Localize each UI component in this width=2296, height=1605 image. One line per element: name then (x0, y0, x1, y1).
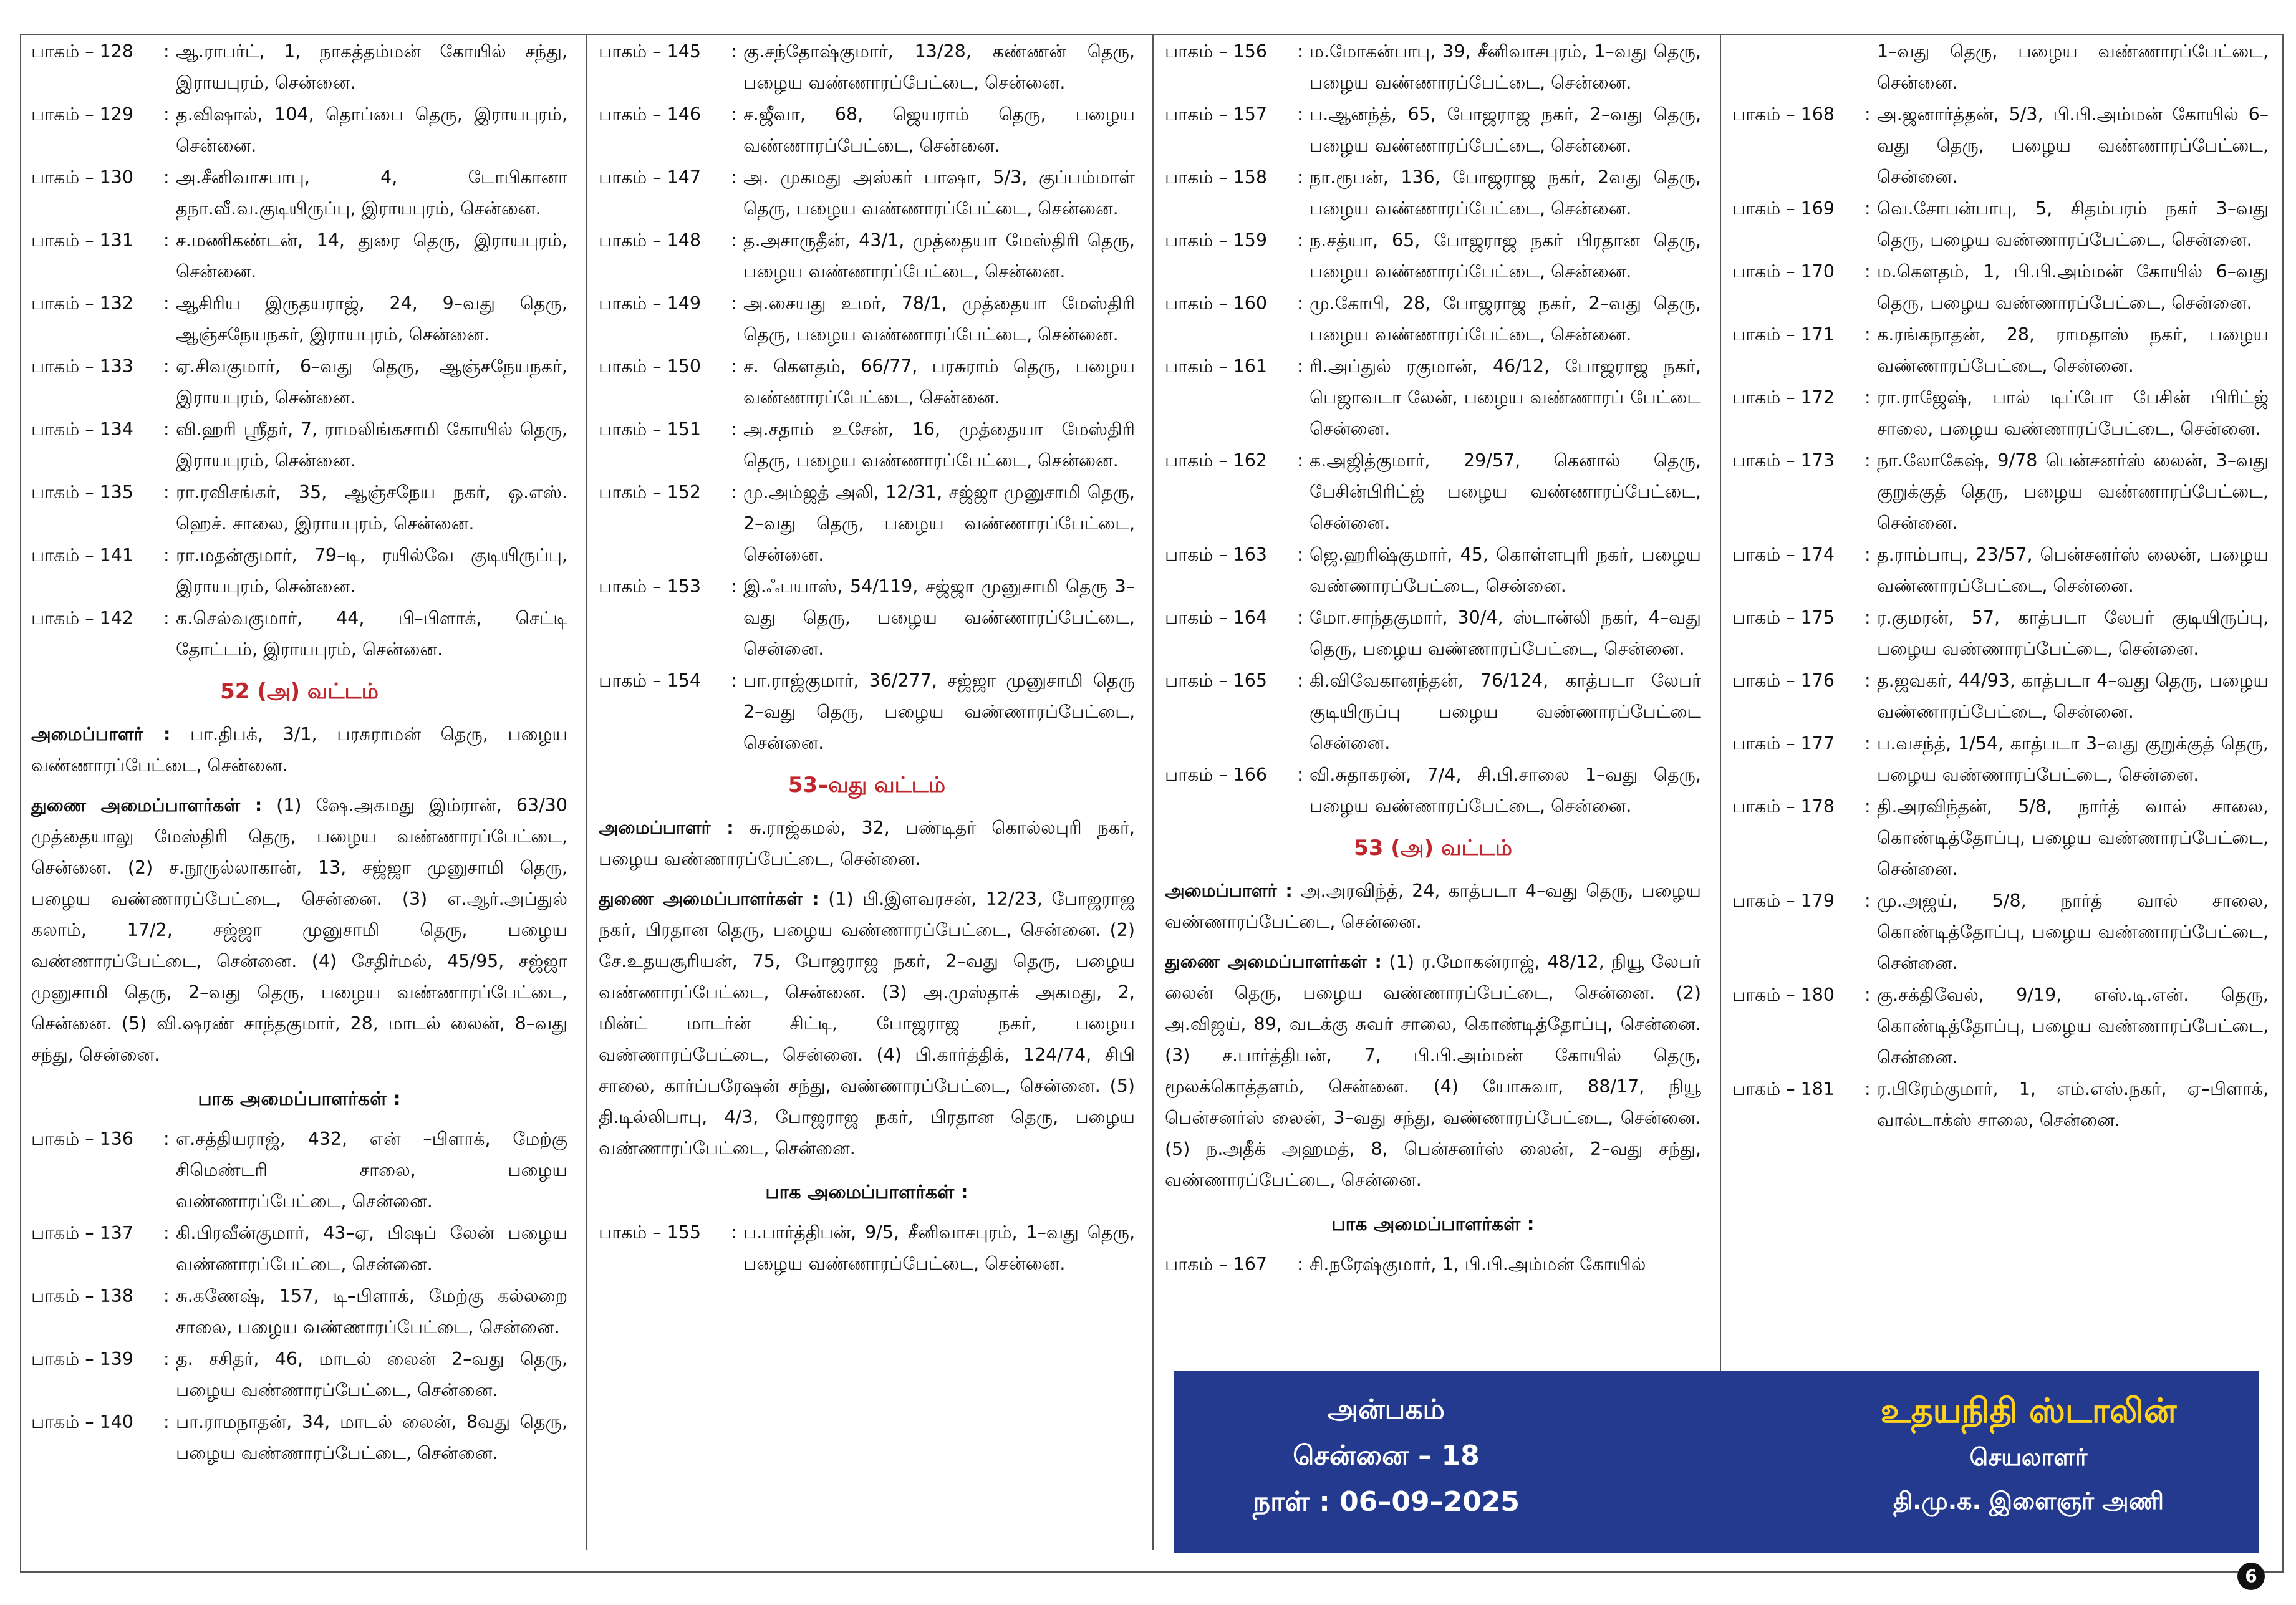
part-number-label: பாகம் – 129 (31, 104, 134, 125)
signatory-role: செயலாளர் (1969, 1444, 2088, 1471)
part-number-label: பாகம் – 138 (31, 1286, 134, 1306)
list-item (31, 414, 567, 476)
entry-text: மோ.சாந்தகுமார், 30/4, ஸ்டான்லி நகர், 4–வது தெரு, பழைய வண்ணாரப்பேட்டை, சென்னை. (1310, 607, 1701, 659)
separator: : (1864, 796, 1871, 817)
separator: : (1864, 544, 1871, 565)
separator: : (1297, 450, 1303, 471)
separator: : (163, 608, 170, 629)
deputy-label: துணை அமைப்பாளர்கள் : (1165, 952, 1382, 972)
section-subheading: பாக அமைப்பாளர்கள் : (198, 1088, 401, 1110)
separator: : (163, 1129, 170, 1149)
entry-text: ரா.மதன்குமார், 79–டி, ரயில்வே குடியிருப்பு, இராயபுரம், சென்னை. (176, 545, 567, 597)
separator: : (1864, 733, 1871, 754)
entry-text: ரி.அப்துல் ரகுமான், 46/12, போஜராஜ நகர், பெஜாவடா லேன், பழைய வண்ணாரப் பேட்டை சென்னை. (1310, 356, 1701, 439)
list-item (599, 571, 1135, 665)
list-item (1732, 319, 2269, 382)
footer-banner (1174, 1371, 2259, 1553)
banner-signatory (1810, 1387, 2247, 1523)
list-item (1165, 162, 1701, 224)
entry-text: த. சசிதர், 46, மாடல் லைன் 2–வது தெரு, பழைய வண்ணாரப்பேட்டை, சென்னை. (176, 1349, 567, 1400)
deputy-paragraph (1165, 947, 1701, 1196)
entry-text: இ.ஃபயாஸ், 54/119, சஜ்ஜா முனுசாமி தெரு 3–வது தெரு, பழைய வண்ணாரப்பேட்டை, சென்னை. (743, 576, 1135, 659)
list-item (1165, 759, 1701, 822)
entry-text: நா.ரூபன், 136, போஜராஜ நகர், 2வது தெரு, பழைய வண்ணாரப்பேட்டை, சென்னை. (1310, 167, 1701, 219)
list-item (1165, 225, 1701, 287)
entry-text: ந.சத்யா, 65, போஜராஜ நகர் பிரதான தெரு, பழைய வண்ணாரப்பேட்டை, சென்னை. (1310, 230, 1701, 282)
separator: : (1297, 230, 1303, 251)
deputy-paragraph (31, 790, 567, 1071)
page-number-badge: 6 (2237, 1563, 2265, 1590)
entry-text: த.ராம்பாபு, 23/57, பென்சனர்ஸ் லைன், பழைய வண்ணாரப்பேட்டை, சென்னை. (1877, 544, 2269, 596)
separator: : (1297, 670, 1303, 691)
part-number-label: பாகம் – 141 (31, 545, 134, 566)
list-item (1732, 382, 2269, 445)
organizer-paragraph (31, 719, 567, 781)
entry-text: ச. கௌதம், 66/77, பரசுராம் தெரு, பழைய வண்ணாரப்பேட்டை, சென்னை. (743, 356, 1135, 408)
entry-text: ப.வசந்த், 1/54, காத்படா 3–வது குறுக்குத் தெரு, பழைய வண்ணாரப்பேட்டை, சென்னை. (1877, 733, 2269, 785)
separator: : (163, 545, 170, 566)
list-item (599, 477, 1135, 571)
entry-text: கி.விவேகானந்தன், 76/124, காத்படா லேபர் குடியிருப்பு பழைய வண்ணாரப்பேட்டை சென்னை. (1310, 670, 1701, 753)
list-item (31, 1218, 567, 1280)
entry-text: ம.கௌதம், 1, பி.பி.அம்மன் கோயில் 6–வது தெரு, பழைய வண்ணாரப்பேட்டை, சென்னை. (1877, 261, 2269, 313)
organizer-paragraph (599, 812, 1135, 875)
deputy-text: (1) பி.இளவரசன், 12/23, போஜராஜ நகர், பிரதான தெரு, பழைய வண்ணாரப்பேட்டை, சென்னை. (2) சே.உதயசூரியன், 75, போஜராஜ நகர், 2–வது தெரு, பழைய வண்ணாரப்பேட்டை, சென்னை. (3) அ.முஸ்தாக் அகமது, 2, மின்ட் மாடர்ன் சிட்டி, போஜராஜ நகர், பழைய வண்ணாரப்பேட்டை, சென்னை. (4) பி.கார்த்திக், 124/74, சிபி சாலை, கார்ப்பரேஷன் சந்து, வண்ணாரப்பேட்டை, சென்னை. (5) தி.டில்லிபாபு, 4/3, போஜராஜ நகர், பிரதான தெரு, பழைய வண்ணாரப்பேட்டை, சென்னை. (599, 889, 1135, 1159)
part-number-label: பாகம் – 172 (1732, 387, 1835, 408)
part-number-label: பாகம் – 135 (31, 482, 134, 503)
list-item (1732, 256, 2269, 319)
separator: : (163, 419, 170, 440)
entry-text: அ.சையது உமர், 78/1, முத்தையா மேஸ்திரி தெரு, பழைய வண்ணாரப்பேட்டை, சென்னை. (743, 293, 1135, 345)
separator: : (1864, 985, 1871, 1005)
entry-text: அ.சதாம் உசேன், 16, முத்தையா மேஸ்திரி தெரு, பழைய வண்ணாரப்பேட்டை, சென்னை. (743, 419, 1135, 471)
entry-text: த.ஜவகர், 44/93, காத்படா 4–வது தெரு, பழைய வண்ணாரப்பேட்டை, சென்னை. (1877, 670, 2269, 722)
part-number-label: பாகம் – 164 (1165, 607, 1268, 628)
separator: : (163, 1223, 170, 1243)
separator: : (1297, 293, 1303, 314)
deputy-paragraph (599, 884, 1135, 1164)
section-subheading: பாக அமைப்பாளர்கள் : (1331, 1213, 1535, 1235)
entry-text: கு.சந்தோஷ்குமார், 13/28, கண்ணன் தெரு, பழைய வண்ணாரப்பேட்டை, சென்னை. (743, 41, 1135, 93)
part-number-label: பாகம் – 146 (599, 104, 702, 125)
entry-text: ர.குமரன், 57, காத்படா லேபர் குடியிருப்பு, பழைய வண்ணாரப்பேட்டை, சென்னை. (1877, 607, 2269, 659)
organizer-paragraph (1165, 875, 1701, 938)
part-number-label: பாகம் – 180 (1732, 985, 1835, 1005)
part-number-label: பாகம் – 152 (599, 482, 702, 503)
part-number-label: பாகம் – 163 (1165, 544, 1268, 565)
organizer-text: பா.திபக், 3/1, பரசுராமன் தெரு, பழைய வண்ணாரப்பேட்டை, சென்னை. (31, 724, 567, 776)
entry-text: மு.கோபி, 28, போஜராஜ நகர், 2–வது தெரு, பழைய வண்ணாரப்பேட்டை, சென்னை. (1310, 293, 1701, 345)
entry-text: வி.சுதாகரன், 7/4, சி.பி.சாலை 1–வது தெரு, பழைய வண்ணாரப்பேட்டை, சென்னை. (1310, 764, 1701, 816)
list-item (31, 162, 567, 224)
entry-text: எ.சத்தியராஜ், 432, என் –பிளாக், மேற்கு சிமெண்டரி சாலை, பழைய வண்ணாரப்பேட்டை, சென்னை. (176, 1129, 567, 1212)
list-item (1732, 193, 2269, 256)
signatory-name: உதயநிதி ஸ்டாலின் (1880, 1391, 2177, 1430)
entry-text: ரா.ராஜேஷ், பால் டிப்போ பேசின் பிரிட்ஜ் சாலை, பழைய வண்ணாரப்பேட்டை, சென்னை. (1877, 387, 2269, 439)
entry-text: கி.பிரவீன்குமார், 43–ஏ, பிஷப் லேன் பழைய வண்ணாரப்பேட்டை, சென்னை. (176, 1223, 567, 1275)
list-item (599, 288, 1135, 350)
part-number-label: பாகம் – 133 (31, 356, 134, 377)
entry-list (1165, 36, 1701, 822)
part-number-label: பாகம் – 165 (1165, 670, 1268, 691)
entry-text: அ. முகமது அஸ்கர் பாஷா, 5/3, குப்பம்மாள் தெரு, பழைய வண்ணாரப்பேட்டை, சென்னை. (743, 167, 1135, 219)
part-number-label: பாகம் – 158 (1165, 167, 1268, 188)
part-number-label: பாகம் – 181 (1732, 1079, 1835, 1099)
entry-list (599, 1217, 1135, 1280)
section-subheading: பாக அமைப்பாளர்கள் : (765, 1182, 968, 1203)
signatory-organization: தி.மு.க. இளைஞர் அணி (1893, 1487, 2164, 1515)
list-item (1732, 539, 2269, 602)
separator: : (163, 1412, 170, 1432)
separator: : (163, 293, 170, 314)
separator: : (731, 167, 737, 188)
entry-text: ப.பார்த்திபன், 9/5, சீனிவாசபுரம், 1–வது தெரு, பழைய வண்ணாரப்பேட்டை, சென்னை. (743, 1222, 1135, 1274)
entry-list (1165, 1249, 1701, 1280)
ward-heading: 52 (அ) வட்டம் (220, 679, 379, 704)
list-item (1732, 445, 2269, 539)
list-item (1165, 36, 1701, 99)
part-number-label: பாகம் – 142 (31, 608, 134, 629)
organizer-text: சு.ராஜ்கமல், 32, பண்டிதர் கொல்லபுரி நகர், பழைய வண்ணாரப்பேட்டை, சென்னை. (599, 817, 1135, 869)
list-item (1732, 791, 2269, 885)
separator: : (1864, 890, 1871, 911)
part-number-label: பாகம் – 177 (1732, 733, 1835, 754)
list-item (599, 665, 1135, 759)
list-item (31, 288, 567, 350)
separator: : (1864, 450, 1871, 471)
entry-text: மு.அஜய், 5/8, நார்த் வால் சாலை, கொண்டித்தோப்பு, பழைய வண்ணாரப்பேட்டை, சென்னை. (1877, 890, 2269, 973)
list-item (31, 99, 567, 161)
entry-text: ரா.ரவிசங்கர், 35, ஆஞ்சநேய நகர், ஒ.எஸ். ஹெச். சாலை, இராயபுரம், சென்னை. (176, 482, 567, 534)
entry-text: மு.அம்ஜத் அலி, 12/31, சஜ்ஜா முனுசாமி தெரு, 2–வது தெரு, பழைய வண்ணாரப்பேட்டை, சென்னை. (743, 482, 1135, 565)
part-number-label: பாகம் – 131 (31, 230, 134, 251)
entry-list (31, 1124, 567, 1469)
separator: : (1864, 261, 1871, 282)
separator: : (731, 356, 737, 377)
part-number-label: பாகம் – 173 (1732, 450, 1835, 471)
part-number-label: பாகம் – 128 (31, 41, 134, 62)
part-number-label: பாகம் – 174 (1732, 544, 1835, 565)
part-number-label: பாகம் – 162 (1165, 450, 1268, 471)
separator: : (163, 167, 170, 188)
entry-text: ப.ஆனந்த், 65, போஜராஜ நகர், 2–வது தெரு, பழைய வண்ணாரப்பேட்டை, சென்னை. (1310, 104, 1701, 156)
entry-text: அ.ஜனார்த்தன், 5/3, பி.பி.அம்மன் கோயில் 6–வது தெரு, பழைய வண்ணாரப்பேட்டை, சென்னை. (1877, 104, 2269, 187)
separator: : (1297, 1254, 1303, 1275)
part-number-label: பாகம் – 170 (1732, 261, 1835, 282)
separator: : (1864, 324, 1871, 345)
list-item (31, 1281, 567, 1343)
entry-text: ச.மணிகண்டன், 14, துரை தெரு, இராயபுரம், சென்னை. (176, 230, 567, 282)
separator: : (163, 1349, 170, 1369)
separator: : (731, 670, 737, 691)
entry-text: ஆசிரிய இருதயராஜ், 24, 9–வது தெரு, ஆஞ்சநேயநகர், இராயபுரம், சென்னை. (176, 293, 567, 345)
organizer-label: அமைப்பாளர் : (1165, 880, 1293, 901)
organizer-label: அமைப்பாளர் : (31, 724, 171, 745)
separator: : (163, 230, 170, 251)
part-number-label: பாகம் – 167 (1165, 1254, 1268, 1275)
part-number-label: பாகம் – 139 (31, 1349, 134, 1369)
entry-text: ம.மோகன்பாபு, 39, சீனிவாசபுரம், 1–வது தெரு, பழைய வண்ணாரப்பேட்டை, சென்னை. (1310, 41, 1701, 93)
entry-text: த.விஷால், 104, தொப்பை தெரு, இராயபுரம், சென்னை. (176, 104, 567, 156)
part-number-label: பாகம் – 171 (1732, 324, 1835, 345)
entry-text: வி.ஹரி ஸ்ரீதர், 7, ராமலிங்கசாமி கோயில் தெரு, இராயபுரம், சென்னை. (176, 419, 567, 471)
banner-line-2: சென்னை – 18 (1293, 1440, 1480, 1472)
entry-text: க.அஜித்குமார், 29/57, கெனால் தெரு, பேசின்பிரிட்ஜ் பழைய வண்ணாரப்பேட்டை, சென்னை. (1310, 450, 1701, 533)
list-item (1732, 1074, 2269, 1136)
entry-list (31, 36, 567, 665)
part-number-label: பாகம் – 178 (1732, 796, 1835, 817)
part-number-label: பாகம் – 148 (599, 230, 702, 251)
part-number-label: பாகம் – 155 (599, 1222, 702, 1243)
separator: : (1864, 104, 1871, 125)
list-item (31, 603, 567, 665)
entry-text: த.அசாருதீன், 43/1, முத்தையா மேஸ்திரி தெரு, பழைய வண்ணாரப்பேட்டை, சென்னை. (743, 230, 1135, 282)
list-item (31, 351, 567, 413)
organizer-label: அமைப்பாளர் : (599, 817, 734, 838)
separator: : (731, 104, 737, 125)
list-item (1165, 351, 1701, 445)
list-item (1732, 665, 2269, 728)
list-item (599, 225, 1135, 287)
list-item (31, 477, 567, 539)
list-item (1165, 445, 1701, 539)
list-item (1165, 288, 1701, 350)
entry-text: 1–வது தெரு, பழைய வண்ணாரப்பேட்டை, சென்னை. (1877, 41, 2269, 93)
part-number-label: பாகம் – 175 (1732, 607, 1835, 628)
entry-text: பா.ராமநாதன், 34, மாடல் லைன், 8வது தெரு, பழைய வண்ணாரப்பேட்டை, சென்னை. (176, 1412, 567, 1463)
ward-heading: 53–வது வட்டம் (788, 773, 946, 798)
entry-text: நா.லோகேஷ், 9/78 பென்சனர்ஸ் லைன், 3–வது குறுக்குத் தெரு, பழைய வண்ணாரப்பேட்டை, சென்னை. (1877, 450, 2269, 533)
part-number-label: பாகம் – 134 (31, 419, 134, 440)
entry-text: ர.பிரேம்குமார், 1, எம்.எஸ்.நகர், ஏ–பிளாக், வால்டாக்ஸ் சாலை, சென்னை. (1877, 1079, 2269, 1130)
part-number-label: பாகம் – 151 (599, 419, 702, 440)
part-number-label: பாகம் – 154 (599, 670, 702, 691)
deputy-label: துணை அமைப்பாளர்கள் : (599, 889, 819, 909)
list-item (31, 540, 567, 602)
list-item (1165, 539, 1701, 602)
part-number-label: பாகம் – 137 (31, 1223, 134, 1243)
entry-text: சு.கணேஷ், 157, டி–பிளாக், மேற்கு கல்லறை சாலை, பழைய வண்ணாரப்பேட்டை, சென்னை. (176, 1286, 567, 1338)
column-1 (31, 36, 567, 1545)
separator: : (731, 482, 737, 503)
separator: : (1297, 607, 1303, 628)
deputy-label: துணை அமைப்பாளர்கள் : (31, 795, 263, 816)
part-number-label: பாகம் – 149 (599, 293, 702, 314)
part-number-label: பாகம் – 130 (31, 167, 134, 188)
part-number-label: பாகம் – 161 (1165, 356, 1268, 377)
entry-text: வெ.சோபன்பாபு, 5, சிதம்பரம் நகர் 3–வது தெரு, பழைய வண்ணாரப்பேட்டை, சென்னை. (1877, 198, 2269, 250)
list-item (1165, 99, 1701, 161)
part-number-label: பாகம் – 169 (1732, 198, 1835, 219)
part-number-label: பாகம் – 179 (1732, 890, 1835, 911)
list-item (599, 99, 1135, 161)
separator: : (1297, 544, 1303, 565)
entry-text: ஜெ.ஹரிஷ்குமார், 45, கொள்ளபுரி நகர், பழைய வண்ணாரப்பேட்டை, சென்னை. (1310, 544, 1701, 596)
separator: : (163, 41, 170, 62)
separator: : (163, 482, 170, 503)
entry-text: பா.ராஜ்குமார், 36/277, சஜ்ஜா முனுசாமி தெரு 2–வது தெரு, பழைய வண்ணாரப்பேட்டை, சென்னை. (743, 670, 1135, 753)
deputy-text: (1) ஷே.அகமது இம்ரான், 63/30 முத்தையாலு மேஸ்திரி தெரு, பழைய வண்ணாரப்பேட்டை, சென்னை. (2) ச.நூருல்லாகான், 13, சஜ்ஜா முனுசாமி தெரு, பழைய வண்ணாரப்பேட்டை, சென்னை. (3) எ.ஆர்.அப்துல் கலாம், 17/2, சஜ்ஜா முனுசாமி தெரு, பழைய வண்ணாரப்பேட்டை, சென்னை. (4) சேதிர்மல், 45/95, சஜ்ஜா முனுசாமி தெரு, 2–வது தெரு, பழைய வண்ணாரப்பேட்டை, சென்னை. (5) வி.ஷரண் சாந்தகுமார், 28, மாடல் லைன், 8–வது சந்து, சென்னை. (31, 795, 567, 1065)
part-number-label: பாகம் – 166 (1165, 764, 1268, 785)
entry-list (1732, 99, 2269, 1136)
banner-address (1212, 1387, 1561, 1525)
separator: : (1864, 198, 1871, 219)
list-item (1165, 1249, 1701, 1280)
part-number-label: பாகம் – 140 (31, 1412, 134, 1432)
part-number-label: பாகம் – 147 (599, 167, 702, 188)
list-item (1165, 665, 1701, 759)
column-divider (1152, 35, 1154, 1550)
entry-text: ச.ஜீவா, 68, ஜெயராம் தெரு, பழைய வண்ணாரப்பேட்டை, சென்னை. (743, 104, 1135, 156)
list-item (31, 225, 567, 287)
banner-date: நாள் : 06–09–2025 (1252, 1486, 1520, 1518)
separator: : (1297, 41, 1303, 62)
list-item (1732, 99, 2269, 193)
separator: : (163, 356, 170, 377)
entry-text: கு.சக்திவேல், 9/19, எஸ்.டி.என். தெரு, கொண்டித்தோப்பு, பழைய வண்ணாரப்பேட்டை, சென்னை. (1877, 985, 2269, 1068)
part-number-label: பாகம் – 176 (1732, 670, 1835, 691)
separator: : (731, 293, 737, 314)
separator: : (1297, 104, 1303, 125)
part-number-label: பாகம் – 160 (1165, 293, 1268, 314)
ward-heading: 53 (அ) வட்டம் (1354, 836, 1512, 860)
column-divider (586, 35, 587, 1550)
list-item (1732, 602, 2269, 665)
list-item (31, 1344, 567, 1406)
separator: : (731, 230, 737, 251)
entry-list (599, 36, 1135, 759)
list-item (599, 36, 1135, 99)
separator: : (731, 41, 737, 62)
column-2 (599, 36, 1135, 1545)
list-item (1732, 728, 2269, 791)
separator: : (731, 1222, 737, 1243)
column-divider (1720, 35, 1721, 1550)
part-number-label: பாகம் – 145 (599, 41, 702, 62)
organizer-text: அ.அரவிந்த், 24, காத்படா 4–வது தெரு, பழைய வண்ணாரப்பேட்டை, சென்னை. (1165, 880, 1701, 932)
list-item (1732, 980, 2269, 1073)
separator: : (1297, 764, 1303, 785)
separator: : (731, 419, 737, 440)
separator: : (1297, 356, 1303, 377)
list-item (31, 1407, 567, 1469)
entry-text: ஆ.ராபர்ட், 1, நாகத்தம்மன் கோயில் சந்து, இராயபுரம், சென்னை. (176, 41, 567, 93)
list-item (599, 351, 1135, 413)
list-item (599, 162, 1135, 224)
separator: : (1864, 1079, 1871, 1099)
part-number-label: பாகம் – 157 (1165, 104, 1268, 125)
entry-text: அ.சீனிவாசபாபு, 4, டோபிகானா தநா.வீ.வ.குடியிருப்பு, இராயபுரம், சென்னை. (176, 167, 567, 219)
entry-text: சி.நரேஷ்குமார், 1, பி.பி.அம்மன் கோயில் (1310, 1254, 1646, 1275)
separator: : (731, 576, 737, 597)
part-number-label: பாகம் – 150 (599, 356, 702, 377)
part-number-label: பாகம் – 132 (31, 293, 134, 314)
part-number-label: பாகம் – 159 (1165, 230, 1268, 251)
list-item (1732, 885, 2269, 979)
list-item (31, 1124, 567, 1217)
part-number-label: பாகம் – 156 (1165, 41, 1268, 62)
separator: : (1864, 670, 1871, 691)
separator: : (163, 1286, 170, 1306)
separator: : (1864, 387, 1871, 408)
separator: : (1864, 607, 1871, 628)
list-item (31, 36, 567, 99)
entry-continuation (1732, 36, 2269, 99)
column-3 (1165, 36, 1701, 1545)
banner-line-1: அன்பகம் (1328, 1394, 1445, 1425)
part-number-label: பாகம் – 153 (599, 576, 702, 597)
entry-text: க.செல்வகுமார், 44, பி–பிளாக், செட்டி தோட்டம், இராயபுரம், சென்னை. (176, 608, 567, 660)
separator: : (1297, 167, 1303, 188)
deputy-text: (1) ர.மோகன்ராஜ், 48/12, நியூ லேபர் லைன் தெரு, பழைய வண்ணாரப்பேட்டை, சென்னை. (2) அ.விஜய், 89, வடக்கு சுவர் சாலை, கொண்டித்தோப்பு, சென்னை. (3) ச.பார்த்திபன், 7, பி.பி.அம்மன் கோயில் தெரு, மூலக்கொத்தளம், சென்னை. (4) யோசுவா, 88/17, நியூ பென்சனர்ஸ் லைன், 3–வது சந்து, வண்ணாரப்பேட்டை, சென்னை. (5) ந.அதீக் அஹமத், 8, பென்சனர்ஸ் லைன், 2–வது சந்து, வண்ணாரப்பேட்டை, சென்னை. (1165, 952, 1701, 1190)
list-item (599, 414, 1135, 476)
part-number-label: பாகம் – 136 (31, 1129, 134, 1149)
entry-text: தி.அரவிந்தன், 5/8, நார்த் வால் சாலை, கொண்டித்தோப்பு, பழைய வண்ணாரப்பேட்டை, சென்னை. (1877, 796, 2269, 879)
separator: : (163, 104, 170, 125)
entry-text: க.ரங்கநாதன், 28, ராமதாஸ் நகர், பழைய வண்ணாரப்பேட்டை, சென்னை. (1877, 324, 2269, 376)
list-item (599, 1217, 1135, 1280)
part-number-label: பாகம் – 168 (1732, 104, 1835, 125)
list-item (1165, 602, 1701, 665)
entry-text: ஏ.சிவகுமார், 6–வது தெரு, ஆஞ்சநேயநகர், இராயபுரம், சென்னை. (176, 356, 567, 408)
column-4 (1732, 36, 2269, 1545)
